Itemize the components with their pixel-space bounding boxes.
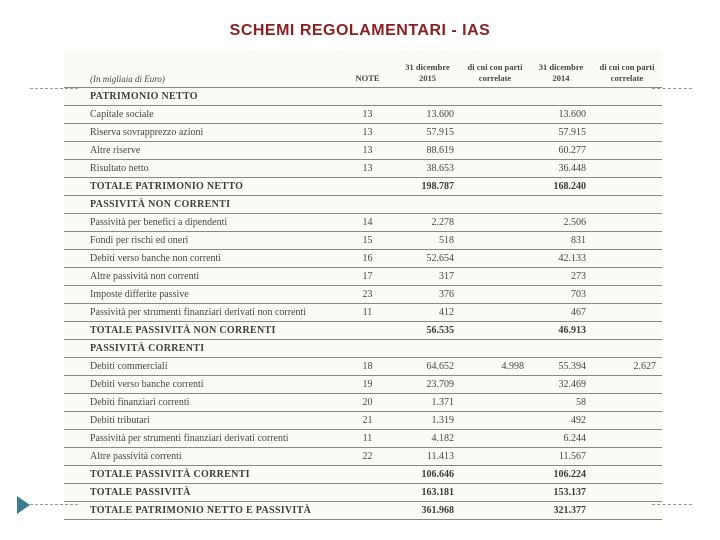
row-label: Altre riserve: [90, 145, 141, 156]
row-value: 64.652: [426, 361, 454, 372]
row-value: 831: [571, 235, 586, 246]
row-value: 2.278: [431, 217, 454, 228]
table-row: [64, 196, 662, 214]
table-row: [64, 322, 662, 340]
row-value: 2.506: [563, 217, 586, 228]
row-label: TOTALE PASSIVITÀ NON CORRENTI: [90, 325, 276, 336]
row-value: 198.787: [421, 181, 454, 192]
row-value: 13.600: [426, 109, 454, 120]
unit-label: (In migliaia di Euro): [90, 74, 165, 84]
column-header-line: di cui con parti: [467, 62, 523, 72]
row-value: 273: [571, 271, 586, 282]
row-label: TOTALE PASSIVITÀ: [90, 487, 191, 498]
row-label: TOTALE PATRIMONIO NETTO: [90, 181, 244, 192]
row-value: 13.600: [558, 109, 586, 120]
row-value: 106.646: [421, 469, 454, 480]
row-value: 60.277: [558, 145, 586, 156]
row-value: 57.915: [558, 127, 586, 138]
row-value: 55.394: [558, 361, 586, 372]
table-row: [64, 376, 662, 394]
placeholder-dash-bottom-right: [652, 504, 692, 505]
column-header-note: NOTE: [355, 73, 380, 83]
row-value: 6.244: [563, 433, 586, 444]
table-row: [64, 286, 662, 304]
row-label: Debiti verso banche correnti: [90, 379, 204, 390]
row-value: 21: [362, 415, 373, 426]
table-row: [64, 502, 662, 520]
table-body: [64, 88, 662, 520]
row-value: 88.619: [426, 145, 454, 156]
row-value: 317: [439, 271, 454, 282]
row-value: 467: [571, 307, 586, 318]
row-value: 16: [362, 253, 373, 264]
table-row: [64, 268, 662, 286]
row-label: PATRIMONIO NETTO: [90, 91, 198, 102]
row-label: Altre passività non correnti: [90, 271, 200, 282]
row-label: Altre passività correnti: [90, 451, 182, 462]
table-row: [64, 124, 662, 142]
row-label: Riserva sovrapprezzo azioni: [90, 127, 204, 138]
row-value: 106.224: [553, 469, 586, 480]
column-header-line: correlate: [610, 73, 644, 83]
row-value: 361.968: [421, 505, 454, 516]
row-label: Debiti verso banche non correnti: [90, 253, 222, 264]
table-row: [64, 394, 662, 412]
column-header-line: 2014: [552, 73, 570, 83]
table-row: [64, 484, 662, 502]
table-row: [64, 106, 662, 124]
table-row: [64, 412, 662, 430]
table-row: [64, 430, 662, 448]
row-value: 36.448: [558, 163, 586, 174]
row-value: 13: [362, 109, 373, 120]
row-value: 58: [576, 397, 586, 408]
row-value: 13: [362, 163, 373, 174]
table-row: [64, 232, 662, 250]
row-value: 22: [362, 451, 373, 462]
row-value: 17: [362, 271, 373, 282]
table-row: [64, 160, 662, 178]
row-value: 18: [362, 361, 373, 372]
row-value: 57.915: [426, 127, 454, 138]
row-label: Passività per strumenti finanziari derivati correnti: [90, 433, 289, 444]
row-value: 492: [571, 415, 586, 426]
row-value: 4.998: [501, 361, 524, 372]
row-value: 11: [362, 433, 373, 444]
column-header-line: 31 dicembre: [538, 62, 584, 72]
balance-sheet-table: [64, 50, 662, 520]
table-row: [64, 178, 662, 196]
row-value: 1.371: [431, 397, 454, 408]
row-value: 412: [439, 307, 454, 318]
row-value: 42.133: [558, 253, 586, 264]
row-value: 52.654: [426, 253, 454, 264]
row-value: 19: [362, 379, 373, 390]
row-label: TOTALE PATRIMONIO NETTO E PASSIVITÀ: [90, 505, 312, 516]
row-label: Passività per strumenti finanziari derivati non correnti: [90, 307, 307, 318]
row-label: Debiti finanziari correnti: [90, 397, 190, 408]
row-value: 11.413: [426, 451, 454, 462]
row-value: 46.913: [558, 325, 586, 336]
row-value: 518: [439, 235, 454, 246]
column-header-related-parties-2015: [460, 62, 530, 84]
table-row: [64, 142, 662, 160]
placeholder-dash-top-right: [652, 88, 692, 89]
row-value: 23: [362, 289, 373, 300]
page-title: SCHEMI REGOLAMENTARI - IAS: [229, 22, 491, 39]
table-row: [64, 466, 662, 484]
placeholder-dash-top-left: [30, 88, 78, 89]
row-label: Capitale sociale: [90, 109, 154, 120]
column-header-2014: [530, 62, 592, 84]
row-value: 703: [571, 289, 586, 300]
table-row: [64, 250, 662, 268]
row-label: Risultato netto: [90, 163, 149, 174]
column-header-line: correlate: [478, 73, 512, 83]
table-row: [64, 88, 662, 106]
row-value: 321.377: [553, 505, 586, 516]
column-header-2015: [395, 62, 460, 84]
column-header-line: di cui con parti: [599, 62, 655, 72]
column-header-line: 31 dicembre: [405, 62, 450, 72]
table-row: [64, 448, 662, 466]
row-value: 15: [362, 235, 373, 246]
row-label: Debiti tributari: [90, 415, 150, 426]
row-value: 1.319: [431, 415, 454, 426]
column-header-line: 2015: [419, 73, 436, 83]
row-value: 13: [362, 127, 373, 138]
row-value: 11: [362, 307, 373, 318]
row-label: PASSIVITÀ CORRENTI: [90, 343, 205, 354]
row-value: 14: [362, 217, 373, 228]
row-value: 38.653: [426, 163, 454, 174]
table-row: [64, 304, 662, 322]
row-value: 2.627: [633, 361, 656, 372]
table-row: [64, 358, 662, 376]
row-value: 20: [362, 397, 373, 408]
row-label: Passività per benefici a dipendenti: [90, 217, 228, 228]
row-value: 153.137: [553, 487, 586, 498]
row-label: TOTALE PASSIVITÀ CORRENTI: [90, 469, 250, 480]
row-value: 56.535: [426, 325, 454, 336]
row-value: 4.182: [431, 433, 454, 444]
row-label: PASSIVITÀ NON CORRENTI: [90, 199, 231, 210]
row-label: Fondi per rischi ed oneri: [90, 235, 189, 246]
placeholder-dash-bottom-left: [30, 504, 78, 505]
table-row: [64, 340, 662, 358]
row-value: 23.709: [426, 379, 454, 390]
row-value: 163.181: [421, 487, 454, 498]
row-value: 32.469: [558, 379, 586, 390]
row-label: Debiti commerciali: [90, 361, 168, 372]
row-value: 168.240: [553, 181, 586, 192]
row-value: 13: [362, 145, 373, 156]
column-header-related-parties-2014: [592, 62, 662, 84]
table-row: [64, 214, 662, 232]
row-value: 11.567: [558, 451, 586, 462]
template-triangle-decoration: [17, 496, 30, 514]
row-value: 376: [439, 289, 454, 300]
row-label: Imposte differite passive: [90, 289, 189, 300]
table-header-row: [64, 50, 662, 88]
